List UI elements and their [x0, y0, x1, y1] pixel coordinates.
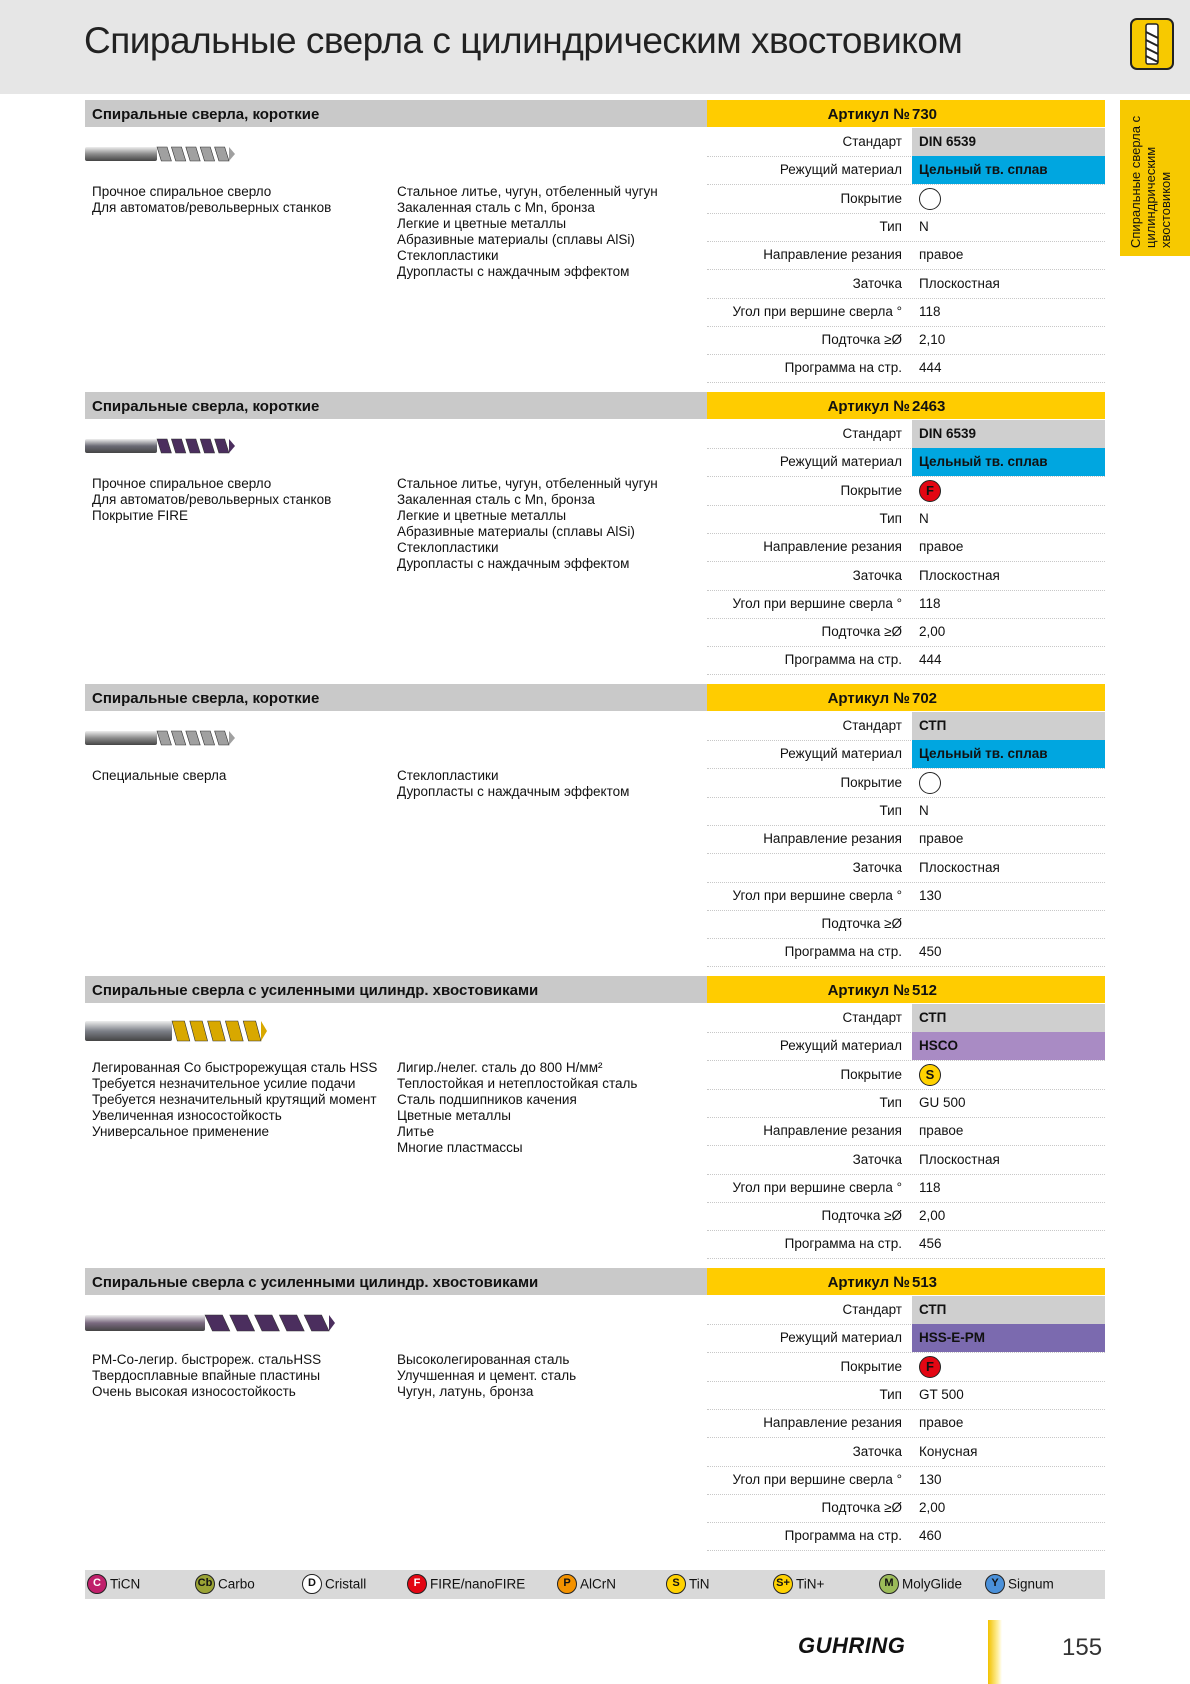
spec-label-coating: Покрытие [840, 482, 902, 498]
spec-label-material: Режущий материал [779, 1330, 902, 1346]
spec-value-angle [912, 298, 1105, 326]
coating-legend [85, 1570, 1105, 1599]
spec-label-predrill: Подточка ≥Ø [821, 916, 902, 932]
article-label: Артикул № [827, 690, 910, 707]
legend-label: TiN+ [796, 1576, 825, 1592]
spec-label-angle: Угол при вершине сверла ° [732, 1471, 902, 1487]
spec-value-angle [912, 1466, 1105, 1494]
spec-value-text: 130 [919, 887, 942, 903]
section-header [85, 976, 707, 1003]
spec-value-text: GT 500 [919, 1386, 964, 1402]
description-materials: Стеклопластики Дуропласты с наждачным эффектом [397, 768, 630, 799]
description-materials: Лигир./нелег. сталь до 800 Н/мм² Теплостойкая и нетеплостойкая сталь Сталь подшипников качения Цветные металлы Литье Многие пластмассы [397, 1060, 638, 1155]
spec-value-program [912, 938, 1105, 966]
spec-value-text: N [919, 510, 929, 526]
coating-icon: F [919, 1356, 941, 1378]
legend-item [302, 1574, 366, 1594]
coating-tin-icon: S [666, 1574, 686, 1594]
side-tab-text: Спиральные сверла с цилиндрическим хвостовиком [1128, 115, 1173, 248]
spec-value-text: СТП [919, 718, 947, 733]
spec-value-predrill [912, 326, 1105, 354]
spec-value-sharpening [912, 854, 1105, 882]
spec-label-material: Режущий материал [779, 162, 902, 178]
legend-item [879, 1574, 962, 1594]
spec-label-program: Программа на стр. [784, 1528, 902, 1544]
drill-image [85, 1018, 267, 1049]
spec-value-text: 130 [919, 1471, 942, 1487]
spec-value-text: N [919, 218, 929, 234]
spec-value-text: 444 [919, 652, 942, 668]
spec-value-text: 460 [919, 1528, 942, 1544]
spec-value-text: 450 [919, 944, 942, 960]
spec-row-direction [707, 241, 1105, 270]
legend-label: TiCN [110, 1576, 141, 1592]
article-label: Артикул № [827, 398, 910, 415]
spec-row-angle [707, 882, 1105, 911]
spec-row-coating [707, 1353, 1105, 1382]
spec-row-coating [707, 769, 1105, 798]
spec-value-material [912, 156, 1105, 184]
legend-label: Signum [1008, 1576, 1054, 1592]
spec-value-sharpening [912, 1146, 1105, 1174]
spec-value-material [912, 1032, 1105, 1060]
spec-value-type [912, 797, 1105, 825]
spec-row-coating [707, 185, 1105, 214]
spec-label-type: Тип [879, 510, 902, 526]
section-header [85, 684, 707, 711]
spec-value-coating [912, 1353, 1105, 1381]
legend-label: Cristall [325, 1576, 367, 1592]
spec-value-type [912, 505, 1105, 533]
spec-row-standard [707, 128, 1105, 157]
spec-value-text: 2,00 [919, 1208, 946, 1224]
description-features: Прочное спиральное сверло Для автоматов/револьверных станков [92, 184, 332, 215]
spec-label-standard: Стандарт [842, 1302, 902, 1317]
spec-value-coating [912, 477, 1105, 505]
coating-tin-icon: S+ [773, 1574, 793, 1594]
spec-row-direction [707, 1117, 1105, 1146]
spec-row-type [707, 797, 1105, 826]
spec-label-predrill: Подточка ≥Ø [821, 624, 902, 640]
spec-label-direction: Направление резания [763, 539, 902, 555]
spec-value-direction [912, 1409, 1105, 1437]
spec-label-coating: Покрытие [840, 190, 902, 206]
spec-value-text: Цельный тв. сплав [919, 162, 1048, 178]
coating-ticn-icon: C [87, 1574, 107, 1594]
spec-row-type [707, 505, 1105, 534]
spec-value-text: 118 [919, 595, 941, 611]
spec-label-type: Тип [879, 1386, 902, 1402]
spec-row-program [707, 354, 1105, 383]
spec-label-material: Режущий материал [779, 454, 902, 470]
description-materials: Стальное литье, чугун, отбеленный чугун Закаленная сталь с Mn, бронза Легкие и цветные металлы Абразивные материалы (сплавы AlSi) Стеклопластики Дуропласты с наждачным эффектом [397, 476, 658, 571]
spec-value-text: правое [919, 1415, 964, 1431]
spec-row-direction [707, 533, 1105, 562]
spec-value-direction [912, 533, 1105, 561]
spec-value-program [912, 1522, 1105, 1550]
spec-value-text: 444 [919, 360, 942, 376]
spec-label-angle: Угол при вершине сверла ° [732, 595, 902, 611]
spec-row-angle [707, 298, 1105, 327]
spec-value-text: Цельный тв. сплав [919, 454, 1048, 470]
spec-row-sharpening [707, 270, 1105, 299]
spec-label-program: Программа на стр. [784, 1236, 902, 1252]
spec-row-angle [707, 1174, 1105, 1203]
article-number: 702 [912, 690, 938, 707]
spec-value-direction [912, 825, 1105, 853]
brand-logo: GUHRING [798, 1633, 906, 1658]
drill-image [85, 144, 235, 169]
coating-icon [919, 772, 941, 794]
spec-value-coating [912, 185, 1105, 213]
spec-value-sharpening [912, 562, 1105, 590]
spec-label-predrill: Подточка ≥Ø [821, 332, 902, 348]
spec-row-coating [707, 1061, 1105, 1090]
spec-value-text: GU 500 [919, 1094, 966, 1110]
spec-row-material [707, 740, 1105, 769]
spec-row-direction [707, 1409, 1105, 1438]
spec-value-predrill [912, 1202, 1105, 1230]
spec-label-coating: Покрытие [840, 1066, 902, 1082]
spec-label-sharpening: Заточка [852, 1443, 902, 1459]
spec-row-direction [707, 825, 1105, 854]
spec-label-angle: Угол при вершине сверла ° [732, 1179, 902, 1195]
spec-row-standard [707, 1296, 1105, 1325]
description-features: Прочное спиральное сверло Для автоматов/револьверных станков Покрытие FIRE [92, 476, 332, 523]
spec-row-angle [707, 590, 1105, 619]
spec-value-program [912, 354, 1105, 382]
legend-item [557, 1574, 616, 1594]
description-features: PM-Co-легир. быстрореж. стальHSS Твердосплавные впайные пластины Очень высокая износостойкость [92, 1352, 322, 1399]
article-bar [707, 1268, 1105, 1295]
coating-icon [919, 188, 941, 210]
spec-label-direction: Направление резания [763, 247, 902, 263]
page-title: Спиральные сверла с цилиндрическим хвостовиком [84, 20, 963, 61]
spec-value-predrill [912, 910, 1105, 938]
spec-label-material: Режущий материал [779, 1038, 902, 1054]
spec-row-program [707, 646, 1105, 675]
spec-label-type: Тип [879, 802, 902, 818]
spec-label-program: Программа на стр. [784, 944, 902, 960]
coating-signum-icon: Y [985, 1574, 1005, 1594]
spec-value-direction [912, 241, 1105, 269]
spec-label-type: Тип [879, 218, 902, 234]
product-section [85, 684, 1105, 974]
article-label: Артикул № [827, 106, 910, 123]
spec-row-angle [707, 1466, 1105, 1495]
spec-value-standard [912, 712, 1105, 740]
spec-label-coating: Покрытие [840, 774, 902, 790]
spec-value-coating [912, 1061, 1105, 1089]
product-section [85, 976, 1105, 1266]
spec-row-material [707, 156, 1105, 185]
spec-value-standard [912, 420, 1105, 448]
section-header [85, 392, 707, 419]
spec-value-text: HSCO [919, 1038, 959, 1054]
section-header [85, 1268, 707, 1295]
article-bar [707, 392, 1105, 419]
spec-value-coating [912, 769, 1105, 797]
spec-label-angle: Угол при вершине сверла ° [732, 887, 902, 903]
spec-label-standard: Стандарт [842, 718, 902, 733]
spec-value-type [912, 1089, 1105, 1117]
spec-row-material [707, 1324, 1105, 1353]
spec-value-direction [912, 1117, 1105, 1145]
coating-icon: S [919, 1064, 941, 1086]
spec-label-coating: Покрытие [840, 1358, 902, 1374]
spec-value-text: HSS-E-PM [919, 1330, 986, 1346]
spec-value-standard [912, 1004, 1105, 1032]
article-label: Артикул № [827, 1274, 910, 1291]
spec-value-text: СТП [919, 1010, 947, 1025]
spec-value-text: 118 [919, 1179, 941, 1195]
spec-row-predrill [707, 326, 1105, 355]
spec-value-sharpening [912, 1438, 1105, 1466]
spec-row-program [707, 1230, 1105, 1259]
spec-value-text: 2,00 [919, 624, 946, 640]
coating-carbo-icon: Cb [195, 1574, 215, 1594]
spec-row-sharpening [707, 1146, 1105, 1175]
spec-value-text: N [919, 802, 929, 818]
spec-row-standard [707, 712, 1105, 741]
article-bar [707, 684, 1105, 711]
spec-value-type [912, 213, 1105, 241]
spec-value-program [912, 1230, 1105, 1258]
section-header [85, 100, 707, 127]
spec-label-predrill: Подточка ≥Ø [821, 1500, 902, 1516]
spec-label-program: Программа на стр. [784, 652, 902, 668]
legend-label: FIRE/nanoFIRE [430, 1576, 526, 1592]
description-materials: Стальное литье, чугун, отбеленный чугун Закаленная сталь с Mn, бронза Легкие и цветные металлы Абразивные материалы (сплавы AlSi) Стеклопластики Дуропласты с наждачным эффектом [397, 184, 658, 279]
article-number: 730 [912, 106, 938, 123]
spec-label-program: Программа на стр. [784, 360, 902, 376]
spec-label-sharpening: Заточка [852, 859, 902, 875]
spec-value-material [912, 1324, 1105, 1352]
spec-value-text: Цельный тв. сплав [919, 746, 1048, 762]
drill-image [85, 1312, 335, 1339]
coating-alcrn-icon: P [557, 1574, 577, 1594]
spec-value-angle [912, 590, 1105, 618]
article-bar [707, 100, 1105, 127]
article-number: 2463 [912, 398, 946, 415]
spec-value-angle [912, 1174, 1105, 1202]
spec-row-type [707, 213, 1105, 242]
legend-item [407, 1574, 525, 1594]
spec-label-standard: Стандарт [842, 134, 902, 149]
spec-value-text: правое [919, 539, 964, 555]
spec-row-program [707, 938, 1105, 967]
spec-label-sharpening: Заточка [852, 567, 902, 583]
page-number: 155 [1062, 1634, 1103, 1661]
footer-stripe [988, 1620, 1002, 1684]
coating-molyglide-icon: M [879, 1574, 899, 1594]
coating-firenanofire-icon: F [407, 1574, 427, 1594]
spec-label-standard: Стандарт [842, 426, 902, 441]
spec-label-angle: Угол при вершине сверла ° [732, 303, 902, 319]
spec-value-text: DIN 6539 [919, 134, 977, 149]
spec-value-text: Плоскостная [919, 567, 1000, 583]
spec-label-material: Режущий материал [779, 746, 902, 762]
spec-row-material [707, 1032, 1105, 1061]
legend-item [773, 1574, 824, 1594]
article-number: 512 [912, 982, 938, 999]
coating-icon: F [919, 480, 941, 502]
spec-label-sharpening: Заточка [852, 1151, 902, 1167]
spec-value-type [912, 1381, 1105, 1409]
spec-value-text: 118 [919, 303, 941, 319]
spec-row-predrill [707, 910, 1105, 939]
section-title: Спиральные сверла с усиленными цилиндр. хвостовиками [92, 982, 539, 999]
spec-row-type [707, 1381, 1105, 1410]
product-section [85, 1268, 1105, 1558]
legend-item [666, 1574, 710, 1594]
spec-value-text: правое [919, 247, 964, 263]
article-bar [707, 976, 1105, 1003]
legend-label: TiN [689, 1576, 710, 1592]
spec-label-type: Тип [879, 1094, 902, 1110]
coating-cristall-icon: D [302, 1574, 322, 1594]
product-section [85, 100, 1105, 390]
spec-row-sharpening [707, 854, 1105, 883]
spec-value-sharpening [912, 270, 1105, 298]
legend-item [985, 1574, 1054, 1594]
drill-image [85, 436, 235, 461]
spec-row-sharpening [707, 562, 1105, 591]
spec-value-predrill [912, 618, 1105, 646]
spec-row-predrill [707, 1494, 1105, 1523]
legend-label: MolyGlide [902, 1576, 963, 1592]
spec-row-program [707, 1522, 1105, 1551]
description-features: Специальные сверла [92, 768, 227, 783]
spec-value-text: Плоскостная [919, 275, 1000, 291]
section-title: Спиральные сверла, короткие [92, 398, 320, 415]
spec-value-predrill [912, 1494, 1105, 1522]
section-title: Спиральные сверла, короткие [92, 690, 320, 707]
spec-row-standard [707, 420, 1105, 449]
spec-row-standard [707, 1004, 1105, 1033]
spec-value-material [912, 740, 1105, 768]
legend-label: AlCrN [580, 1576, 616, 1592]
section-title: Спиральные сверла с усиленными цилиндр. хвостовиками [92, 1274, 539, 1291]
spec-value-standard [912, 128, 1105, 156]
spec-value-text: 456 [919, 1236, 942, 1252]
spec-row-predrill [707, 1202, 1105, 1231]
spec-label-predrill: Подточка ≥Ø [821, 1208, 902, 1224]
spec-row-sharpening [707, 1438, 1105, 1467]
spec-label-direction: Направление резания [763, 1123, 902, 1139]
spec-label-standard: Стандарт [842, 1010, 902, 1025]
spec-value-text: DIN 6539 [919, 426, 977, 441]
spec-value-text: СТП [919, 1302, 947, 1317]
spec-value-text: 2,10 [919, 332, 946, 348]
spec-value-text: Конусная [919, 1443, 978, 1459]
spec-row-coating [707, 477, 1105, 506]
legend-item [195, 1574, 255, 1594]
spec-row-type [707, 1089, 1105, 1118]
spec-label-direction: Направление резания [763, 831, 902, 847]
spec-value-program [912, 646, 1105, 674]
spec-value-standard [912, 1296, 1105, 1324]
spec-value-text: Плоскостная [919, 1151, 1000, 1167]
drill-image [85, 728, 235, 753]
legend-label: Carbo [218, 1576, 255, 1592]
spec-row-predrill [707, 618, 1105, 647]
description-features: Легированная Co быстрорежущая сталь HSS Требуется незначительное усилие подачи Требуется незначительный крутящий момент Увеличенная износостойкость Универсальное применение [92, 1060, 378, 1139]
drill-logo-icon [1130, 18, 1174, 70]
description-materials: Высоколегированная сталь Улучшенная и цемент. сталь Чугун, латунь, бронза [397, 1352, 577, 1399]
spec-label-direction: Направление резания [763, 1415, 902, 1431]
spec-value-text: правое [919, 831, 964, 847]
section-title: Спиральные сверла, короткие [92, 106, 320, 123]
spec-value-text: правое [919, 1123, 964, 1139]
spec-value-text: 2,00 [919, 1500, 946, 1516]
product-section [85, 392, 1105, 682]
spec-value-text: Плоскостная [919, 859, 1000, 875]
spec-value-material [912, 448, 1105, 476]
spec-row-material [707, 448, 1105, 477]
spec-value-angle [912, 882, 1105, 910]
article-label: Артикул № [827, 982, 910, 999]
legend-item [87, 1574, 140, 1594]
article-number: 513 [912, 1274, 938, 1291]
spec-label-sharpening: Заточка [852, 275, 902, 291]
